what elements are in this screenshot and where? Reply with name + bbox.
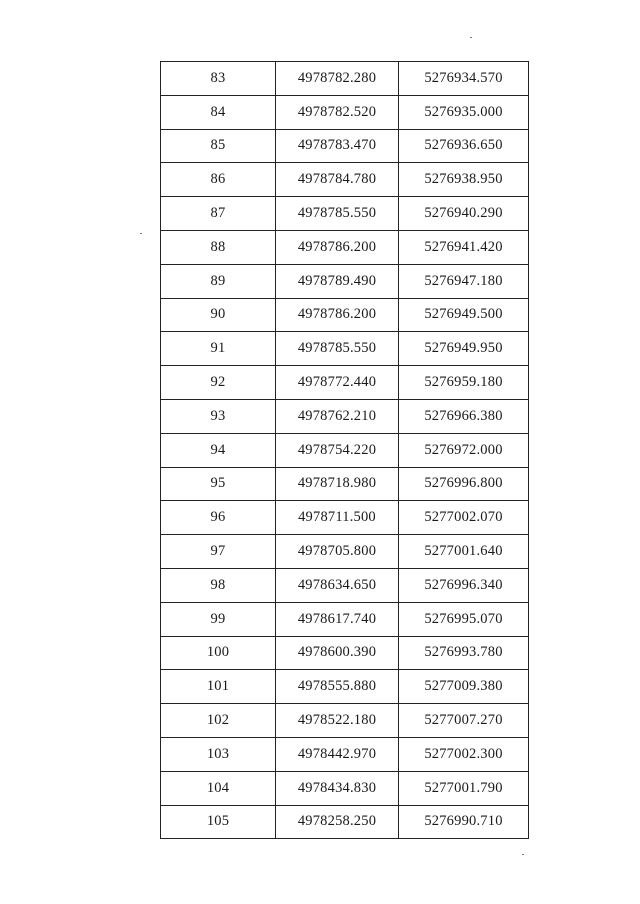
x-coordinate-cell: 4978783.470 bbox=[276, 129, 399, 163]
table-row bbox=[161, 433, 529, 467]
point-number-cell: 83 bbox=[161, 62, 276, 96]
y-coordinate-cell: 5276996.340 bbox=[399, 568, 529, 602]
x-coordinate-cell: 4978705.800 bbox=[276, 535, 399, 569]
point-number-cell: 97 bbox=[161, 535, 276, 569]
x-coordinate-cell: 4978785.550 bbox=[276, 197, 399, 231]
x-coordinate-cell: 4978442.970 bbox=[276, 737, 399, 771]
y-coordinate-cell: 5277001.790 bbox=[399, 771, 529, 805]
y-coordinate-cell: 5277001.640 bbox=[399, 535, 529, 569]
x-coordinate-cell: 4978782.520 bbox=[276, 95, 399, 129]
table-row bbox=[161, 704, 529, 738]
point-number-cell: 89 bbox=[161, 264, 276, 298]
point-number-cell: 104 bbox=[161, 771, 276, 805]
point-number-cell: 100 bbox=[161, 636, 276, 670]
x-coordinate-cell: 4978555.880 bbox=[276, 670, 399, 704]
table-row bbox=[161, 129, 529, 163]
point-number-cell: 93 bbox=[161, 399, 276, 433]
point-number-cell: 92 bbox=[161, 366, 276, 400]
table-row bbox=[161, 568, 529, 602]
table-row bbox=[161, 230, 529, 264]
y-coordinate-cell: 5276972.000 bbox=[399, 433, 529, 467]
point-number-cell: 98 bbox=[161, 568, 276, 602]
table-row bbox=[161, 163, 529, 197]
scan-speck bbox=[522, 854, 524, 855]
table-row bbox=[161, 535, 529, 569]
table-row bbox=[161, 467, 529, 501]
point-number-cell: 105 bbox=[161, 805, 276, 839]
table-row bbox=[161, 636, 529, 670]
x-coordinate-cell: 4978522.180 bbox=[276, 704, 399, 738]
point-number-cell: 87 bbox=[161, 197, 276, 231]
y-coordinate-cell: 5276990.710 bbox=[399, 805, 529, 839]
x-coordinate-cell: 4978785.550 bbox=[276, 332, 399, 366]
y-coordinate-cell: 5276947.180 bbox=[399, 264, 529, 298]
coordinate-table bbox=[160, 61, 529, 839]
y-coordinate-cell: 5276941.420 bbox=[399, 230, 529, 264]
point-number-cell: 101 bbox=[161, 670, 276, 704]
x-coordinate-cell: 4978762.210 bbox=[276, 399, 399, 433]
point-number-cell: 95 bbox=[161, 467, 276, 501]
table-row bbox=[161, 264, 529, 298]
y-coordinate-cell: 5276993.780 bbox=[399, 636, 529, 670]
x-coordinate-cell: 4978711.500 bbox=[276, 501, 399, 535]
point-number-cell: 84 bbox=[161, 95, 276, 129]
y-coordinate-cell: 5276949.950 bbox=[399, 332, 529, 366]
table-row bbox=[161, 366, 529, 400]
point-number-cell: 94 bbox=[161, 433, 276, 467]
y-coordinate-cell: 5276934.570 bbox=[399, 62, 529, 96]
table-row bbox=[161, 298, 529, 332]
table-row bbox=[161, 737, 529, 771]
point-number-cell: 88 bbox=[161, 230, 276, 264]
scan-speck bbox=[140, 233, 142, 234]
x-coordinate-cell: 4978718.980 bbox=[276, 467, 399, 501]
y-coordinate-cell: 5277002.300 bbox=[399, 737, 529, 771]
point-number-cell: 96 bbox=[161, 501, 276, 535]
coordinate-table-body bbox=[161, 62, 529, 839]
table-row bbox=[161, 805, 529, 839]
x-coordinate-cell: 4978434.830 bbox=[276, 771, 399, 805]
y-coordinate-cell: 5276966.380 bbox=[399, 399, 529, 433]
y-coordinate-cell: 5276995.070 bbox=[399, 602, 529, 636]
y-coordinate-cell: 5277002.070 bbox=[399, 501, 529, 535]
y-coordinate-cell: 5277009.380 bbox=[399, 670, 529, 704]
table-row bbox=[161, 332, 529, 366]
table-row bbox=[161, 399, 529, 433]
x-coordinate-cell: 4978617.740 bbox=[276, 602, 399, 636]
x-coordinate-cell: 4978258.250 bbox=[276, 805, 399, 839]
y-coordinate-cell: 5277007.270 bbox=[399, 704, 529, 738]
x-coordinate-cell: 4978784.780 bbox=[276, 163, 399, 197]
x-coordinate-cell: 4978634.650 bbox=[276, 568, 399, 602]
y-coordinate-cell: 5276940.290 bbox=[399, 197, 529, 231]
y-coordinate-cell: 5276996.800 bbox=[399, 467, 529, 501]
table-row bbox=[161, 501, 529, 535]
point-number-cell: 90 bbox=[161, 298, 276, 332]
table-row bbox=[161, 771, 529, 805]
x-coordinate-cell: 4978786.200 bbox=[276, 230, 399, 264]
y-coordinate-cell: 5276936.650 bbox=[399, 129, 529, 163]
table-row bbox=[161, 670, 529, 704]
table-row bbox=[161, 197, 529, 231]
point-number-cell: 99 bbox=[161, 602, 276, 636]
table-row bbox=[161, 95, 529, 129]
y-coordinate-cell: 5276935.000 bbox=[399, 95, 529, 129]
x-coordinate-cell: 4978772.440 bbox=[276, 366, 399, 400]
x-coordinate-cell: 4978786.200 bbox=[276, 298, 399, 332]
y-coordinate-cell: 5276949.500 bbox=[399, 298, 529, 332]
point-number-cell: 85 bbox=[161, 129, 276, 163]
scan-speck bbox=[470, 37, 472, 38]
point-number-cell: 91 bbox=[161, 332, 276, 366]
x-coordinate-cell: 4978600.390 bbox=[276, 636, 399, 670]
y-coordinate-cell: 5276959.180 bbox=[399, 366, 529, 400]
point-number-cell: 102 bbox=[161, 704, 276, 738]
x-coordinate-cell: 4978789.490 bbox=[276, 264, 399, 298]
y-coordinate-cell: 5276938.950 bbox=[399, 163, 529, 197]
table-row bbox=[161, 602, 529, 636]
point-number-cell: 86 bbox=[161, 163, 276, 197]
table-row bbox=[161, 62, 529, 96]
x-coordinate-cell: 4978782.280 bbox=[276, 62, 399, 96]
x-coordinate-cell: 4978754.220 bbox=[276, 433, 399, 467]
point-number-cell: 103 bbox=[161, 737, 276, 771]
